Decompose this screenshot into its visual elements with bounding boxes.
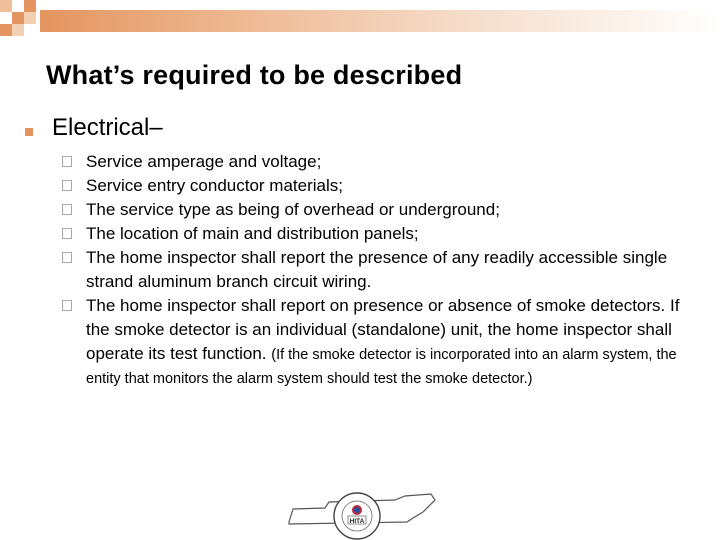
- deco-square: [24, 0, 36, 12]
- bullet-list: [62, 150, 702, 390]
- deco-square: [12, 24, 24, 36]
- checkbox-bullet-icon: [62, 252, 72, 263]
- checkbox-bullet-icon: [62, 180, 72, 191]
- list-item: [62, 222, 702, 246]
- deco-square: [0, 24, 12, 36]
- decorative-header: [0, 0, 720, 40]
- checkbox-bullet-icon: [62, 228, 72, 239]
- list-item-text: The home inspector shall report on presence or absence of smoke detectors. If the smoke detector is an individual (standalone) unit, the home inspector shall operate its test function.: [86, 296, 680, 363]
- list-item-text: Service entry conductor materials;: [86, 176, 343, 195]
- list-item-text: The home inspector shall report the presence of any readily accessible single strand aluminum branch circuit wiring.: [86, 248, 668, 291]
- slide-title: What’s required to be described: [46, 60, 463, 90]
- square-bullet-icon: [25, 128, 33, 136]
- checkbox-bullet-icon: [62, 204, 72, 215]
- list-item-text: The service type as being of overhead or underground;: [86, 200, 500, 219]
- list-item-note: (If the smoke detector is incorporated into an alarm system, the entity that monitors the alarm system should test the smoke detector.): [86, 347, 677, 387]
- checkbox-bullet-icon: [62, 300, 72, 311]
- tennessee-state-seal-logo: [285, 488, 437, 540]
- deco-square: [24, 12, 36, 24]
- tri-star-inner: [354, 507, 360, 513]
- list-item-text: The location of main and distribution panels;: [86, 224, 419, 243]
- checkbox-bullet-icon: [62, 156, 72, 167]
- deco-square: [12, 0, 24, 12]
- header-gradient-bar: [40, 10, 720, 32]
- list-item: [62, 198, 702, 222]
- seal-text: HITA: [349, 518, 365, 525]
- list-item: [62, 294, 702, 390]
- list-item: [62, 150, 702, 174]
- section-heading: Electrical–: [52, 114, 163, 141]
- list-item: [62, 246, 702, 294]
- list-item-text: Service amperage and voltage;: [86, 152, 322, 171]
- deco-square: [0, 12, 12, 24]
- deco-square: [0, 0, 12, 12]
- list-item: [62, 174, 702, 198]
- deco-square: [12, 12, 24, 24]
